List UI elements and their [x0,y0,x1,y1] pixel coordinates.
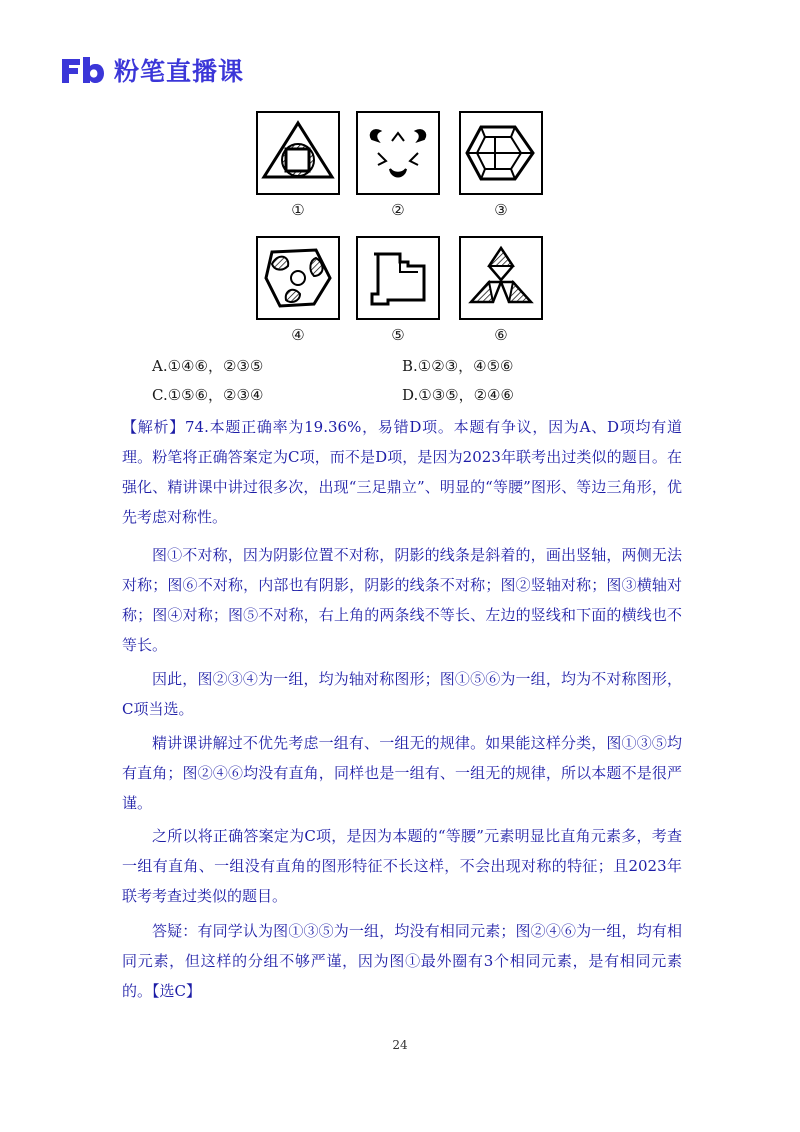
figure-3-label: ③ [494,201,508,219]
figure-1-label: ① [291,201,305,219]
figure-3-cube [459,111,543,195]
brand-logo [60,52,244,88]
figure-1-triangle [256,111,340,195]
page-number: 24 [392,1038,408,1052]
figure-6-label: ⑥ [494,326,508,344]
option-b: B.①②③，④⑤⑥ [402,357,514,375]
figure-5-polygon [356,236,440,320]
brand-name: 粉笔直播课 [114,57,245,86]
figure-6-triangles [459,236,543,320]
figure-5-label: ⑤ [391,326,405,344]
analysis-paragraph-6: 答疑：有同学认为图①③⑤为一组，均没有相同元素；图②④⑥为一组，均有相同元素，但这样的分组不够严谨，因为图①最外圈有3个相同元素，是有相同元素的。【选C】 [122,922,682,1000]
analysis-paragraph-3: 因此，图②③④为一组，均为轴对称图形；图①⑤⑥为一组，均为不对称图形，C项当选。 [122,670,682,718]
figure-2-label: ② [391,201,405,219]
analysis-paragraph-4: 精讲课讲解过不优先考虑一组有、一组无的规律。如果能这样分类，图①③⑤均有直角；图②④⑥均没有直角，同样也是一组有、一组无的规律，所以本题不是很严谨。 [122,734,682,812]
figure-2-crescents [356,111,440,195]
analysis-label: 【解析】 [122,418,186,436]
option-c: C.①⑤⑥，②③④ [152,386,264,404]
analysis-paragraph-2: 图①不对称，因为阴影位置不对称，阴影的线条是斜着的，画出竖轴，两侧无法对称；图⑥不对称，内部也有阴影，阴影的线条不对称；图②竖轴对称；图③横轴对称；图④对称；图⑤不对称，右上角的两条线不等长、左边的竖线和下面的横线也不等长。 [122,546,682,654]
option-d: D.①③⑤，②④⑥ [402,386,514,404]
analysis-paragraph-5: 之所以将正确答案定为C项，是因为本题的“等腰”元素明显比直角元素多，考查一组有直角、一组没有直角的图形特征不长这样，不会出现对称的特征；且2023年联考考查过类似的题目。 [122,827,682,905]
figure-4-label: ④ [291,326,305,344]
figure-4-hexagon [256,236,340,320]
answer-badge: 【选C】 [152,982,201,1000]
fb-logo-icon [60,55,106,85]
option-a: A.①④⑥，②③⑤ [152,357,264,375]
analysis-paragraph-1: 【解析】74.本题正确率为19.36%，易错D项。本题有争议，因为A、D项均有道理。粉笔将正确答案定为C项，而不是D项，是因为2023年联考出过类似的题目。在强化、精讲课中讲过很多次，出现“三足鼎立”、明显的“等腰”图形、等边三角形，优先考虑对称性。 [122,418,682,526]
